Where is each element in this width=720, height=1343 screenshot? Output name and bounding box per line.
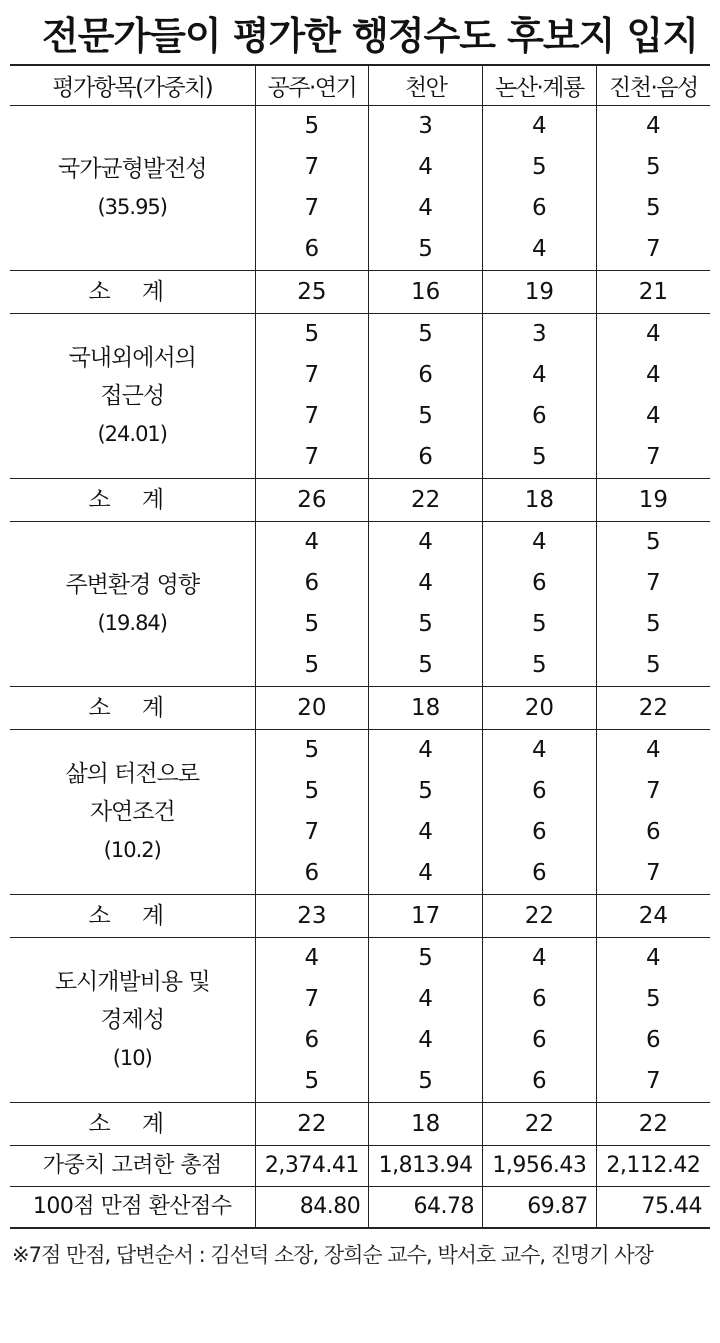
subtotal-cell: 22 — [596, 687, 710, 730]
score-cell: 5 — [369, 604, 483, 645]
subtotal-label: 소 계 — [10, 895, 255, 938]
score-cell: 6 — [255, 853, 369, 895]
score-cell: 5 — [483, 604, 597, 645]
subtotal-cell: 18 — [483, 479, 597, 522]
subtotal-cell: 18 — [369, 1103, 483, 1146]
score-cell: 4 — [369, 812, 483, 853]
score-cell: 4 — [369, 853, 483, 895]
score-cell: 7 — [596, 437, 710, 479]
criteria-cell — [10, 938, 255, 1103]
score-cell: 5 — [255, 645, 369, 687]
score-cell: 6 — [483, 979, 597, 1020]
header-row — [10, 65, 710, 106]
score-cell: 4 — [255, 522, 369, 564]
subtotal-cell: 22 — [369, 479, 483, 522]
criteria-cell — [10, 314, 255, 479]
score-cell: 6 — [483, 771, 597, 812]
subtotal-cell: 19 — [483, 271, 597, 314]
score-cell: 6 — [483, 396, 597, 437]
subtotal-cell: 24 — [596, 895, 710, 938]
score-cell: 7 — [596, 563, 710, 604]
score-cell: 4 — [483, 522, 597, 564]
score-row — [10, 522, 710, 564]
weighted-total-cell: 1,956.43 — [483, 1146, 597, 1187]
score-cell: 4 — [483, 938, 597, 980]
score-cell: 4 — [255, 938, 369, 980]
score-row — [10, 938, 710, 980]
criteria-weight: (19.84) — [97, 611, 167, 635]
score-row — [10, 314, 710, 356]
score-cell: 6 — [369, 437, 483, 479]
score-cell: 4 — [369, 147, 483, 188]
score-cell: 6 — [255, 229, 369, 271]
subtotal-cell: 17 — [369, 895, 483, 938]
score-cell: 4 — [369, 522, 483, 564]
subtotal-cell: 20 — [255, 687, 369, 730]
converted-score-cell: 64.78 — [369, 1187, 483, 1229]
criteria-weight: (24.01) — [97, 422, 167, 446]
weighted-total-cell: 1,813.94 — [369, 1146, 483, 1187]
converted-score-cell: 84.80 — [255, 1187, 369, 1229]
score-cell: 7 — [255, 188, 369, 229]
score-cell: 5 — [255, 771, 369, 812]
score-cell: 7 — [255, 355, 369, 396]
score-cell: 4 — [596, 396, 710, 437]
score-cell: 6 — [483, 853, 597, 895]
converted-score-cell: 69.87 — [483, 1187, 597, 1229]
score-cell: 4 — [596, 938, 710, 980]
subtotal-cell: 22 — [483, 895, 597, 938]
subtotal-cell: 20 — [483, 687, 597, 730]
score-cell: 6 — [483, 1020, 597, 1061]
subtotal-label: 소 계 — [10, 479, 255, 522]
score-cell: 4 — [596, 106, 710, 148]
subtotal-cell: 22 — [483, 1103, 597, 1146]
score-cell: 5 — [596, 188, 710, 229]
score-cell: 7 — [596, 853, 710, 895]
score-cell: 5 — [483, 437, 597, 479]
score-cell: 7 — [255, 396, 369, 437]
score-table — [10, 64, 710, 1229]
score-cell: 5 — [369, 645, 483, 687]
score-cell: 7 — [255, 147, 369, 188]
criteria-weight: (35.95) — [97, 195, 167, 219]
score-cell: 7 — [255, 437, 369, 479]
header-cheonan: 천안 — [369, 65, 483, 106]
subtotal-cell: 23 — [255, 895, 369, 938]
converted-score-row — [10, 1187, 710, 1229]
header-nonsan-gyeryong: 논산·계룡 — [483, 65, 597, 106]
subtotal-row — [10, 479, 710, 522]
weighted-total-row — [10, 1146, 710, 1187]
subtotal-row — [10, 687, 710, 730]
header-gongju-yeongi: 공주·연기 — [255, 65, 369, 106]
score-cell: 6 — [483, 188, 597, 229]
criteria-weight: (10) — [112, 1046, 152, 1070]
score-cell: 7 — [596, 1061, 710, 1103]
score-cell: 4 — [369, 563, 483, 604]
score-cell: 5 — [255, 604, 369, 645]
weighted-total-label: 가중치 고려한 총점 — [10, 1146, 255, 1187]
subtotal-cell: 26 — [255, 479, 369, 522]
score-cell: 3 — [369, 106, 483, 148]
score-cell: 6 — [369, 355, 483, 396]
subtotal-row — [10, 895, 710, 938]
subtotal-cell: 25 — [255, 271, 369, 314]
subtotal-cell: 19 — [596, 479, 710, 522]
score-cell: 7 — [255, 979, 369, 1020]
score-cell: 5 — [483, 645, 597, 687]
criteria-cell — [10, 106, 255, 271]
table-body — [10, 106, 710, 1229]
criteria-label: 주변환경 영향 — [65, 572, 200, 598]
score-cell: 7 — [596, 229, 710, 271]
criteria-weight: (10.2) — [103, 838, 161, 862]
score-cell: 5 — [255, 730, 369, 772]
score-cell: 5 — [369, 314, 483, 356]
score-cell: 5 — [596, 645, 710, 687]
subtotal-cell: 18 — [369, 687, 483, 730]
score-cell: 5 — [369, 229, 483, 271]
subtotal-label: 소 계 — [10, 687, 255, 730]
criteria-cell — [10, 730, 255, 895]
score-cell: 5 — [596, 147, 710, 188]
criteria-cell — [10, 522, 255, 687]
subtotal-label: 소 계 — [10, 271, 255, 314]
score-cell: 6 — [596, 812, 710, 853]
score-row — [10, 106, 710, 148]
score-cell: 6 — [483, 563, 597, 604]
score-cell: 7 — [596, 771, 710, 812]
score-cell: 5 — [255, 106, 369, 148]
score-cell: 4 — [483, 106, 597, 148]
score-cell: 4 — [483, 730, 597, 772]
score-cell: 7 — [255, 812, 369, 853]
score-cell: 6 — [483, 1061, 597, 1103]
score-cell: 6 — [596, 1020, 710, 1061]
score-cell: 5 — [596, 979, 710, 1020]
criteria-label: 도시개발비용 및 경제성 — [54, 969, 210, 1033]
subtotal-cell: 22 — [255, 1103, 369, 1146]
score-cell: 4 — [369, 730, 483, 772]
score-cell: 6 — [255, 563, 369, 604]
score-cell: 4 — [483, 229, 597, 271]
converted-score-cell: 75.44 — [596, 1187, 710, 1229]
score-cell: 5 — [596, 604, 710, 645]
table-title: 전문가들이 평가한 행정수도 후보지 입지 — [42, 14, 698, 58]
score-cell: 5 — [596, 522, 710, 564]
score-cell: 4 — [369, 979, 483, 1020]
score-cell: 5 — [255, 314, 369, 356]
subtotal-label: 소 계 — [10, 1103, 255, 1146]
score-cell: 6 — [483, 812, 597, 853]
footnote: ※7점 만점, 답변순서 : 김선덕 소장, 장희순 교수, 박서호 교수, 진명기 사장 — [12, 1243, 653, 1267]
score-cell: 5 — [255, 1061, 369, 1103]
criteria-label: 국가균형발전성 — [57, 156, 207, 182]
weighted-total-cell: 2,374.41 — [255, 1146, 369, 1187]
score-cell: 4 — [369, 1020, 483, 1061]
subtotal-cell: 16 — [369, 271, 483, 314]
score-cell: 4 — [596, 314, 710, 356]
score-cell: 6 — [255, 1020, 369, 1061]
converted-score-label: 100점 만점 환산점수 — [32, 1194, 232, 1219]
score-cell: 5 — [483, 147, 597, 188]
score-cell: 5 — [369, 1061, 483, 1103]
score-cell: 4 — [596, 730, 710, 772]
score-cell: 4 — [369, 188, 483, 229]
score-cell: 4 — [483, 355, 597, 396]
score-cell: 4 — [596, 355, 710, 396]
subtotal-row — [10, 271, 710, 314]
subtotal-row — [10, 1103, 710, 1146]
score-cell: 3 — [483, 314, 597, 356]
score-cell: 5 — [369, 396, 483, 437]
score-row — [10, 730, 710, 772]
criteria-label: 삶의 터전으로 자연조건 — [65, 761, 200, 825]
subtotal-cell: 22 — [596, 1103, 710, 1146]
weighted-total-cell: 2,112.42 — [596, 1146, 710, 1187]
criteria-label: 국내외에서의 접근성 — [68, 345, 196, 409]
header-jincheon-eumseong: 진천·음성 — [596, 65, 710, 106]
header-criteria: 평가항목(가중치) — [10, 65, 255, 106]
subtotal-cell: 21 — [596, 271, 710, 314]
score-cell: 5 — [369, 938, 483, 980]
score-cell: 5 — [369, 771, 483, 812]
